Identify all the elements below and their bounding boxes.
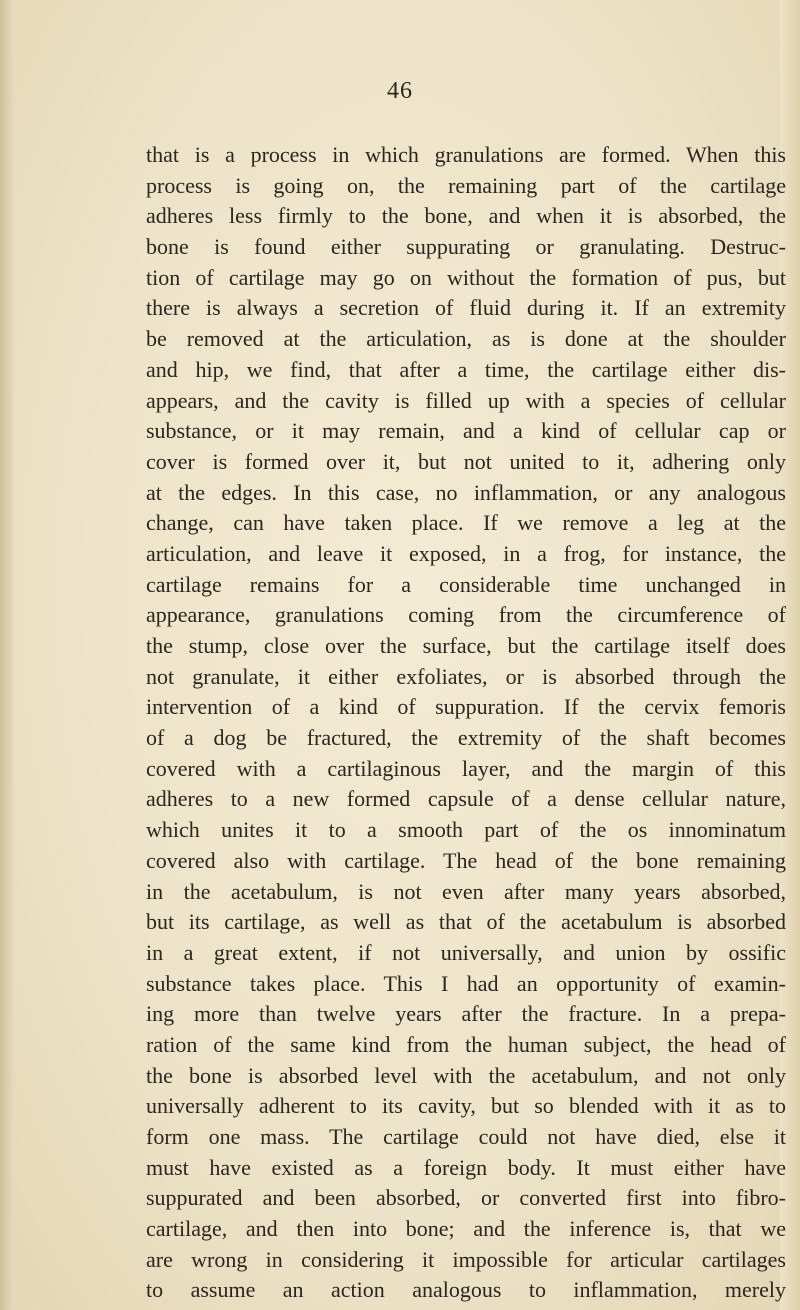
text-line: must have existed as a foreign body. It must either have (146, 1154, 786, 1180)
text-line: the stump, close over the surface, but the cartilage itself does (146, 633, 786, 658)
text-line: of a dog be fractured, the extremity of the shaft becomes (146, 725, 786, 751)
text-line: to assume an action analogous to inflammation, merely (146, 1277, 786, 1303)
body-text (146, 140, 786, 1306)
text-line: ration of the same kind from the human subject, the head of (146, 1031, 786, 1057)
text-line: adheres less firmly to the bone, and when it is absorbed, the (146, 203, 786, 229)
text-line: substance, or it may remain, and a kind of cellular cap or (146, 418, 786, 444)
text-line: cartilage remains for a considerable time unchanged in (146, 571, 786, 597)
text-line: cover is formed over it, but not united to it, adhering only (146, 448, 786, 474)
text-line: which unites it to a smooth part of the os innominatum (146, 817, 786, 843)
text-line: not granulate, it either exfoliates, or is absorbed through the (146, 663, 786, 689)
page-number: 46 (387, 78, 413, 104)
text-line: there is always a secretion of fluid during it. If an extremity (146, 295, 786, 321)
text-line: cartilage, and then into bone; and the inference is, that we (146, 1216, 786, 1242)
text-line: universally adherent to its cavity, but so blended with it as to (146, 1093, 786, 1119)
text-line: appearance, granulations coming from the circumference of (146, 602, 786, 628)
text-line: in a great extent, if not universally, and union by ossific (146, 939, 786, 965)
text-line: bone is found either suppurating or granulating. Destruc- (146, 234, 786, 260)
text-line: at the edges. In this case, no inflammation, or any analogous (146, 479, 786, 505)
text-line: change, can have taken place. If we remove a leg at the (146, 510, 786, 536)
text-line: adheres to a new formed capsule of a dense cellular nature, (146, 786, 786, 812)
text-line: suppurated and been absorbed, or converted first into fibro- (146, 1185, 786, 1211)
text-line: tion of cartilage may go on without the formation of pus, but (146, 264, 786, 290)
text-line: ing more than twelve years after the fracture. In a prepa- (146, 1001, 786, 1027)
text-line: be removed at the articulation, as is done at the shoulder (146, 326, 786, 352)
text-line: that is a process in which granulations are formed. When this (146, 142, 786, 167)
text-line: covered with a cartilaginous layer, and the margin of this (146, 755, 786, 781)
text-line: appears, and the cavity is filled up with a species of cellular (146, 387, 786, 413)
text-line: form one mass. The cartilage could not have died, else it (146, 1124, 786, 1149)
text-line: and hip, we find, that after a time, the cartilage either dis- (146, 356, 786, 382)
page-left-edge (0, 0, 14, 1310)
text-line: process is going on, the remaining part of the cartilage (146, 172, 786, 198)
text-line: substance takes place. This I had an opportunity of examin- (146, 970, 786, 996)
text-line: articulation, and leave it exposed, in a frog, for instance, the (146, 540, 786, 566)
text-line: but its cartilage, as well as that of the acetabulum is absorbed (146, 909, 786, 935)
text-line: covered also with cartilage. The head of the bone remaining (146, 847, 786, 873)
text-line: the bone is absorbed level with the acetabulum, and not only (146, 1062, 786, 1088)
text-line: in the acetabulum, is not even after many years absorbed, (146, 878, 786, 904)
text-line: are wrong in considering it impossible for articular cartilages (146, 1246, 786, 1272)
text-line: intervention of a kind of suppuration. If the cervix femoris (146, 694, 786, 720)
